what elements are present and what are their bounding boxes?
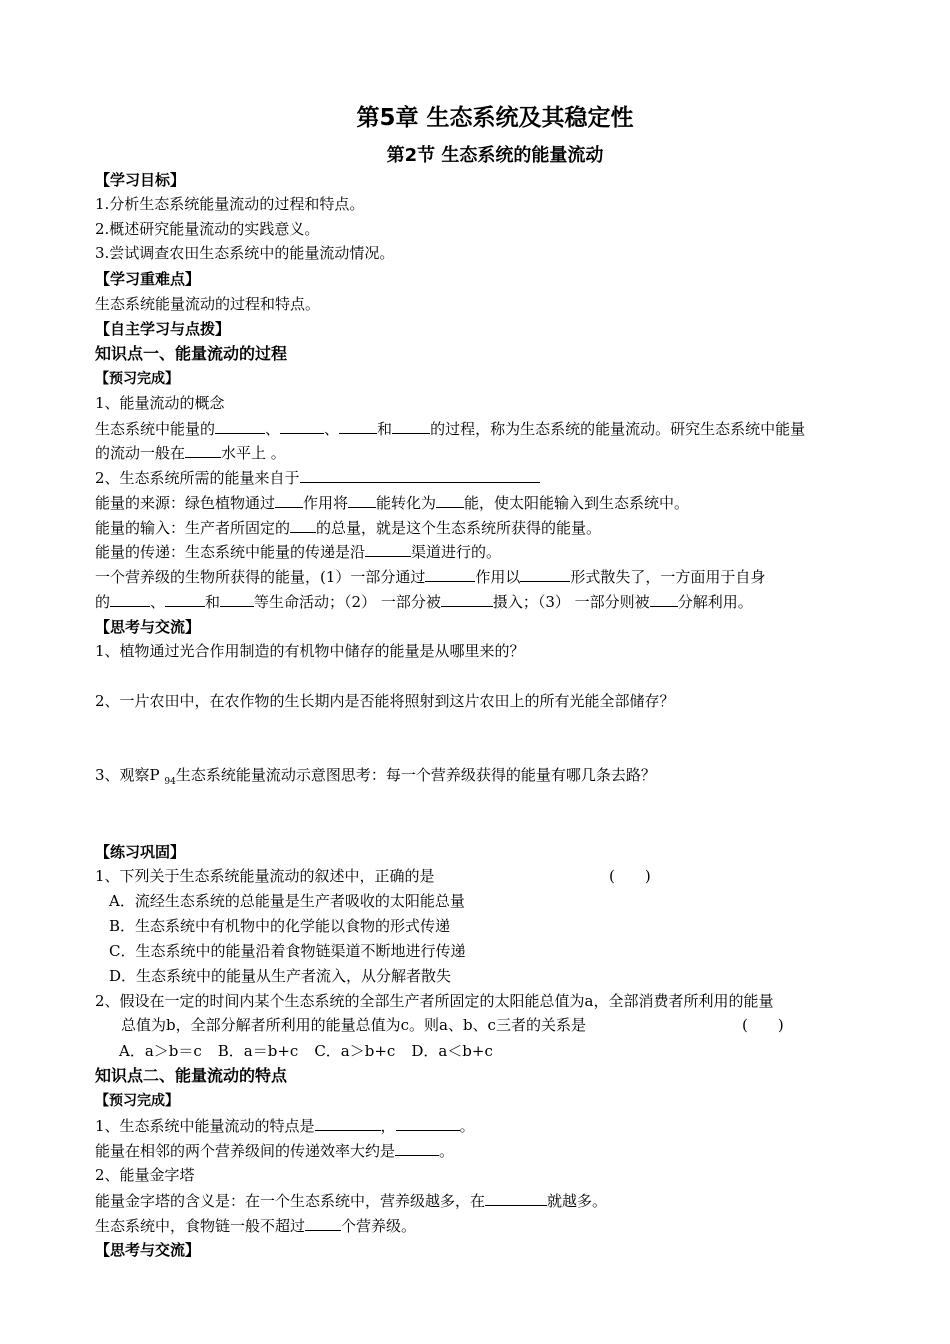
preview-heading: 【预习完成】 [95, 1093, 179, 1109]
blank [396, 1115, 460, 1131]
self-study-heading: 【自主学习与点拨】 [95, 320, 231, 338]
key-points-heading: 【学习重难点】 [95, 270, 201, 288]
blank [300, 467, 540, 483]
think-question: 1、植物通过光合作用制造的有机物中储存的能量是从哪里来的？ [95, 642, 525, 660]
text: 生态系统中，食物链一般不超过 [95, 1217, 306, 1235]
answer-parentheses: ( ) [609, 867, 651, 885]
text: 。 [439, 1142, 455, 1160]
text: 作用以 [475, 568, 521, 586]
practice-heading: 【练习巩固】 [95, 843, 186, 861]
knowledge-point-2-title: 知识点二、能量流动的特点 [95, 1066, 288, 1085]
text: 能量的传递：生态系统中能量的传递是沿 [95, 543, 366, 561]
blank [305, 1215, 341, 1231]
text: 能量的来源：绿色植物通过 [95, 494, 276, 512]
text: 能量的输入：生产者所固定的 [95, 519, 291, 537]
text: 作用将 [303, 494, 349, 512]
answer-parentheses: ( ) [742, 1016, 784, 1034]
blank [436, 492, 464, 508]
question-line [95, 467, 540, 488]
text: 的流动一般在 [95, 444, 186, 462]
level-line [95, 591, 753, 612]
text: 、 [150, 593, 166, 611]
goals-heading: 【学习目标】 [95, 171, 186, 189]
input-line [95, 517, 601, 538]
blank [110, 591, 150, 607]
blank [339, 418, 377, 434]
question-line: 1、能量流动的概念 [95, 394, 225, 412]
text: 1、生态系统中能量流动的特点是 [95, 1117, 315, 1135]
section-title: 第2节 生态系统的能量流动 [386, 145, 604, 166]
think-question: 2、一片农田中，在农作物的生长期内是否能将照射到这片农田上的所有光能全部储存？ [95, 692, 675, 710]
option: A．a＞b＝c [119, 1042, 202, 1060]
blank [395, 1140, 439, 1156]
goal-item: 1.分析生态系统能量流动的过程和特点。 [95, 195, 365, 213]
option: D．生态系统中的能量从生产者流入，从分解者散失 [109, 967, 452, 985]
blank [185, 442, 221, 458]
blank [425, 566, 475, 582]
blank [215, 418, 265, 434]
option: B．a＝b+c [217, 1042, 299, 1060]
practice-question: 总值为b，全部分解者所利用的能量总值为c。则a、b、c三者的关系是 [121, 1016, 586, 1034]
text: 个营养级。 [341, 1217, 417, 1235]
blank [348, 492, 376, 508]
text: 就越多。 [547, 1192, 608, 1210]
option: B．生态系统中有机物中的化学能以食物的形式传递 [109, 917, 451, 935]
text: 一个营养级的生物所获得的能量，(1）一部分通过 [95, 568, 426, 586]
text: 形式散失了，一方面用于自身 [570, 568, 766, 586]
practice-question: 1、下列关于生态系统能量流动的叙述中，正确的是 [95, 867, 435, 885]
blank [275, 492, 303, 508]
text: 能转化为 [376, 494, 437, 512]
source-line [95, 492, 689, 513]
blank [485, 1190, 547, 1206]
text: 水平上 。 [221, 444, 286, 462]
text: 的 [95, 593, 111, 611]
text: 3、观察P [95, 766, 165, 784]
text: ， [380, 1117, 396, 1135]
practice-question: 2、假设在一定的时间内某个生态系统的全部生产者所固定的太阳能总值为a，全部消费者所利用的能量 [95, 992, 774, 1010]
text: 。 [459, 1117, 475, 1135]
text: 能量在相邻的两个营养级间的传递效率大约是 [95, 1142, 396, 1160]
text: 分解利用。 [677, 593, 753, 611]
text: 生态系统能量流动示意图思考：每一个营养级获得的能量有哪几条去路？ [175, 766, 656, 784]
blank [165, 591, 205, 607]
question-line: 2、能量金字塔 [95, 1166, 195, 1184]
key-points-text: 生态系统能量流动的过程和特点。 [95, 295, 321, 313]
option: D．a＜b+c [411, 1042, 493, 1060]
chapter-title: 第5章 生态系统及其稳定性 [356, 105, 634, 131]
text: 、 [265, 420, 281, 438]
text: 的过程，称为生态系统的能量流动。研究生态系统中能量 [430, 420, 806, 438]
blank [520, 566, 570, 582]
blank [280, 418, 324, 434]
concept-line [95, 442, 286, 463]
option: C．生态系统中的能量沿着食物链渠道不断地进行传递 [109, 942, 466, 960]
option: A．流经生态系统的总能量是生产者吸收的太阳能总量 [109, 892, 465, 910]
preview-heading: 【预习完成】 [95, 371, 179, 387]
feature-line [95, 1115, 475, 1136]
text: 摄入；（3） 一部分则被 [492, 593, 650, 611]
blank [392, 418, 430, 434]
level-line [95, 566, 765, 587]
page-subscript: 94 [164, 777, 176, 787]
blank [290, 517, 316, 533]
goal-item: 3.尝试调查农田生态系统中的能量流动情况。 [95, 244, 395, 262]
concept-line [95, 418, 805, 439]
text: 、 [324, 420, 340, 438]
text: 和 [205, 593, 221, 611]
text: 能量金字塔的含义是：在一个生态系统中，营养级越多，在 [95, 1192, 486, 1210]
text: 和 [377, 420, 393, 438]
options-row [119, 1041, 493, 1061]
pyramid-line [95, 1190, 607, 1211]
text: 生态系统中能量的 [95, 420, 216, 438]
knowledge-point-1-title: 知识点一、能量流动的过程 [95, 344, 288, 363]
blank [650, 591, 678, 607]
text: 2、生态系统所需的能量来自于 [95, 469, 300, 487]
think-question [95, 765, 656, 792]
think-heading: 【思考与交流】 [95, 618, 201, 636]
chain-line [95, 1215, 416, 1236]
blank [315, 1115, 381, 1131]
goal-item: 2.概述研究能量流动的实践意义。 [95, 220, 320, 238]
blank [365, 541, 411, 557]
efficiency-line [95, 1140, 454, 1161]
blank [220, 591, 254, 607]
text: 等生命活动；（2） 一部分被 [254, 593, 441, 611]
option: C．a＞b+c [314, 1042, 396, 1060]
transfer-line [95, 541, 501, 562]
think-heading: 【思考与交流】 [95, 1241, 201, 1259]
text: 的总量，就是这个生态系统所获得的能量。 [316, 519, 602, 537]
text: 能，使太阳能输入到生态系统中。 [464, 494, 690, 512]
blank [441, 591, 493, 607]
text: 渠道进行的。 [411, 543, 502, 561]
